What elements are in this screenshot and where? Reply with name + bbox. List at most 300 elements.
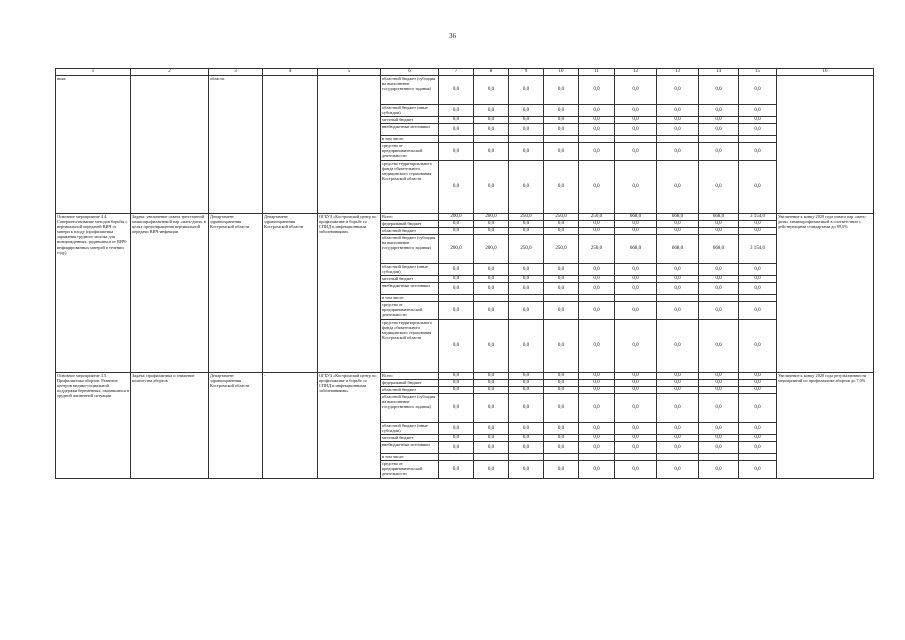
column-header: 2: [131, 69, 209, 76]
value-cell: 0,0: [615, 264, 657, 276]
column-header: 4: [263, 69, 318, 76]
funding-source-cell: местный бюджет: [381, 117, 439, 124]
value-cell: 0,0: [739, 373, 777, 380]
value-cell: 0,0: [615, 283, 657, 295]
funding-source-cell: в том числе:: [381, 295, 439, 302]
block0-result-cell: [777, 76, 874, 214]
value-cell: 0,0: [657, 228, 699, 235]
value-cell: 250,0: [544, 235, 579, 264]
value-cell: 0,0: [474, 276, 509, 283]
value-cell: 0,0: [739, 380, 777, 387]
value-cell: [579, 136, 615, 143]
value-cell: 0,0: [509, 302, 544, 320]
value-cell: 0,0: [615, 394, 657, 423]
value-cell: 3 154,0: [739, 235, 777, 264]
column-header: 16: [777, 69, 874, 76]
value-cell: 0,0: [474, 264, 509, 276]
value-cell: 0,0: [474, 320, 509, 373]
value-cell: 0,0: [439, 124, 474, 136]
value-cell: 0,0: [615, 143, 657, 161]
column-header: 13: [657, 69, 699, 76]
block2-c1-cell: Основное мероприятие 4.5. Профилактика абортов. Развитие центров медико-социальной поддержки беременных, оказавшихся в трудной жизненной ситуации: [56, 373, 131, 479]
value-cell: 0,0: [579, 394, 615, 423]
value-cell: 0,0: [699, 105, 739, 117]
value-cell: 0,0: [474, 423, 509, 435]
value-cell: 0,0: [739, 461, 777, 479]
value-cell: 0,0: [439, 394, 474, 423]
value-cell: 0,0: [439, 380, 474, 387]
value-cell: 0,0: [474, 461, 509, 479]
value-cell: 0,0: [579, 105, 615, 117]
value-cell: 0,0: [509, 76, 544, 105]
table-header: [56, 69, 874, 76]
value-cell: 0,0: [439, 264, 474, 276]
value-cell: 0,0: [544, 320, 579, 373]
value-cell: 0,0: [699, 76, 739, 105]
value-cell: 0,0: [544, 124, 579, 136]
value-cell: 0,0: [657, 442, 699, 454]
value-cell: 0,0: [509, 221, 544, 228]
value-cell: 0,0: [544, 435, 579, 442]
value-cell: 0,0: [544, 105, 579, 117]
value-cell: 668,0: [657, 235, 699, 264]
value-cell: 0,0: [579, 228, 615, 235]
value-cell: [657, 454, 699, 461]
value-cell: 0,0: [474, 373, 509, 380]
value-cell: 0,0: [579, 373, 615, 380]
value-cell: 0,0: [699, 380, 739, 387]
value-cell: 0,0: [509, 461, 544, 479]
funding-source-cell: областной бюджет: [381, 387, 439, 394]
value-cell: 0,0: [509, 161, 544, 214]
value-cell: [657, 136, 699, 143]
value-cell: [509, 295, 544, 302]
value-cell: 0,0: [657, 161, 699, 214]
value-cell: 0,0: [657, 387, 699, 394]
value-cell: 668,0: [699, 214, 739, 221]
value-cell: 200,0: [474, 214, 509, 221]
value-cell: 0,0: [439, 228, 474, 235]
value-cell: [615, 136, 657, 143]
value-cell: 0,0: [509, 394, 544, 423]
block1-c2-cell: Задача: увеличение охвата трехэтапной химиопрофилактикой пар «мать-дитя» в целях предотвращения вертикальной передачи ВИЧ-инфекции: [131, 214, 209, 373]
value-cell: 0,0: [509, 124, 544, 136]
value-cell: 0,0: [615, 76, 657, 105]
value-cell: [509, 136, 544, 143]
value-cell: 668,0: [615, 235, 657, 264]
value-cell: 0,0: [615, 461, 657, 479]
value-cell: 0,0: [657, 320, 699, 373]
value-cell: 0,0: [544, 380, 579, 387]
value-cell: 0,0: [699, 302, 739, 320]
value-cell: [544, 454, 579, 461]
value-cell: [474, 295, 509, 302]
value-cell: 0,0: [509, 143, 544, 161]
block0-c4-cell: [263, 76, 318, 214]
block2-c5-cell: ОГБУЗ «Костромской центр по профилактике и борьбе со СПИД и инфекционными заболеваниями»: [318, 373, 381, 479]
value-cell: 0,0: [657, 283, 699, 295]
block1-c3-cell: Департамент здравоохранения Костромской области: [209, 214, 263, 373]
funding-table: [55, 68, 874, 479]
value-cell: 0,0: [439, 76, 474, 105]
value-cell: 0,0: [579, 276, 615, 283]
value-cell: 0,0: [739, 221, 777, 228]
value-cell: 0,0: [474, 221, 509, 228]
value-cell: 0,0: [699, 143, 739, 161]
value-cell: 0,0: [579, 124, 615, 136]
block0-c3-cell: области: [209, 76, 263, 214]
value-cell: 0,0: [544, 221, 579, 228]
funding-source-cell: местный бюджет: [381, 276, 439, 283]
value-cell: [579, 454, 615, 461]
block1-result-cell: Увеличение к концу 2020 года охвата пар «мать-дитя» химиопрофилактикой в соответствии с действующими стандартами до 99,5%: [777, 214, 874, 373]
value-cell: 0,0: [474, 283, 509, 295]
value-cell: 0,0: [509, 283, 544, 295]
value-cell: 0,0: [439, 435, 474, 442]
value-cell: [657, 295, 699, 302]
value-cell: 668,0: [699, 235, 739, 264]
value-cell: 0,0: [657, 435, 699, 442]
value-cell: 0,0: [579, 221, 615, 228]
value-cell: 0,0: [699, 320, 739, 373]
value-cell: 0,0: [439, 320, 474, 373]
page-number: 36: [449, 32, 456, 40]
funding-source-cell: внебюджетные источники: [381, 124, 439, 136]
value-cell: 0,0: [739, 105, 777, 117]
block2-result-cell: Увеличение к концу 2020 года результативности мероприятий по профилактике абортов до 7,0%: [777, 373, 874, 479]
block1-c5-cell: ОГБУЗ «Костромской центр по профилактике и борьбе со СПИД и инфекционными заболеваниями»: [318, 214, 381, 373]
block1-c1-cell: Основное мероприятие 4.4. Совершенствование методов борьбы с вертикальной передачей ВИЧ от матери к плоду (профилактика заражения грудного молока для новорожденных, родившихся от ВИЧ-инфицированных матерей в течении году): [56, 214, 131, 373]
funding-source-cell: средства территориального фонда обязательного медицинского страхования Костромской области: [381, 161, 439, 214]
value-cell: 0,0: [699, 221, 739, 228]
value-cell: 0,0: [509, 264, 544, 276]
value-cell: 0,0: [657, 105, 699, 117]
funding-source-cell: областной бюджет (иные субсидии): [381, 105, 439, 117]
value-cell: [739, 454, 777, 461]
funding-source-cell: областной бюджет: [381, 228, 439, 235]
value-cell: [474, 136, 509, 143]
value-cell: 0,0: [657, 264, 699, 276]
value-cell: [615, 295, 657, 302]
value-cell: 0,0: [699, 373, 739, 380]
value-cell: 0,0: [739, 435, 777, 442]
value-cell: 0,0: [739, 283, 777, 295]
value-cell: 0,0: [509, 387, 544, 394]
value-cell: 0,0: [439, 373, 474, 380]
block2-c2-cell: Задача: профилактика и снижение количества абортов: [131, 373, 209, 479]
value-cell: 0,0: [439, 143, 474, 161]
value-cell: 0,0: [699, 228, 739, 235]
block1-c4-cell: Департамент здравоохранения Костромской области: [263, 214, 318, 373]
value-cell: 0,0: [615, 276, 657, 283]
value-cell: 0,0: [474, 394, 509, 423]
value-cell: 0,0: [615, 302, 657, 320]
value-cell: 0,0: [544, 283, 579, 295]
table-row: [56, 214, 874, 221]
value-cell: [699, 454, 739, 461]
value-cell: 0,0: [739, 264, 777, 276]
value-cell: 200,0: [474, 235, 509, 264]
value-cell: 0,0: [739, 76, 777, 105]
value-cell: 0,0: [474, 143, 509, 161]
value-cell: 0,0: [657, 373, 699, 380]
value-cell: 0,0: [544, 461, 579, 479]
funding-source-cell: в том числе:: [381, 136, 439, 143]
value-cell: 0,0: [615, 117, 657, 124]
value-cell: [544, 136, 579, 143]
funding-source-cell: средства от предпринимательской деятельности: [381, 143, 439, 161]
value-cell: 0,0: [699, 394, 739, 423]
value-cell: [509, 454, 544, 461]
funding-source-cell: областной бюджет (субсидия на выполнение государственного задания): [381, 235, 439, 264]
column-header: 12: [615, 69, 657, 76]
value-cell: 0,0: [579, 76, 615, 105]
value-cell: 0,0: [699, 442, 739, 454]
value-cell: 0,0: [439, 387, 474, 394]
block2-c3-cell: Департамент здравоохранения Костромской области: [209, 373, 263, 479]
value-cell: [739, 136, 777, 143]
value-cell: 668,0: [615, 214, 657, 221]
value-cell: 0,0: [439, 461, 474, 479]
value-cell: 0,0: [579, 264, 615, 276]
value-cell: 0,0: [439, 302, 474, 320]
funding-source-cell: средства территориального фонда обязательного медицинского страхования Костромской области: [381, 320, 439, 373]
funding-source-cell: внебюджетные источники: [381, 283, 439, 295]
value-cell: 0,0: [657, 394, 699, 423]
value-cell: 0,0: [699, 435, 739, 442]
column-header: 7: [439, 69, 474, 76]
value-cell: [474, 454, 509, 461]
value-cell: 0,0: [615, 228, 657, 235]
value-cell: 0,0: [544, 76, 579, 105]
value-cell: 0,0: [657, 461, 699, 479]
value-cell: 0,0: [509, 442, 544, 454]
value-cell: 0,0: [579, 117, 615, 124]
value-cell: 0,0: [544, 161, 579, 214]
value-cell: 0,0: [657, 423, 699, 435]
table-row: [56, 76, 874, 105]
value-cell: 0,0: [474, 387, 509, 394]
value-cell: 0,0: [699, 283, 739, 295]
value-cell: [615, 454, 657, 461]
value-cell: 0,0: [474, 124, 509, 136]
value-cell: 0,0: [739, 228, 777, 235]
value-cell: 0,0: [579, 302, 615, 320]
value-cell: 0,0: [544, 387, 579, 394]
value-cell: 0,0: [544, 264, 579, 276]
value-cell: 0,0: [474, 380, 509, 387]
table-row: [56, 373, 874, 380]
value-cell: 0,0: [615, 105, 657, 117]
value-cell: 0,0: [439, 221, 474, 228]
value-cell: 0,0: [739, 143, 777, 161]
block0-c2-cell: [131, 76, 209, 214]
value-cell: 0,0: [579, 380, 615, 387]
value-cell: 0,0: [544, 394, 579, 423]
funding-source-cell: Всего: [381, 373, 439, 380]
value-cell: 668,0: [657, 214, 699, 221]
value-cell: 0,0: [615, 373, 657, 380]
value-cell: 0,0: [579, 161, 615, 214]
value-cell: 0,0: [579, 442, 615, 454]
value-cell: 0,0: [615, 124, 657, 136]
value-cell: 0,0: [579, 387, 615, 394]
value-cell: 0,0: [439, 423, 474, 435]
column-header: 14: [699, 69, 739, 76]
value-cell: 0,0: [699, 461, 739, 479]
value-cell: 0,0: [509, 228, 544, 235]
value-cell: 0,0: [439, 283, 474, 295]
value-cell: 0,0: [509, 105, 544, 117]
funding-source-cell: средства от предпринимательской деятельности: [381, 302, 439, 320]
value-cell: 3 154,0: [739, 214, 777, 221]
value-cell: 0,0: [739, 423, 777, 435]
value-cell: 0,0: [509, 117, 544, 124]
value-cell: 0,0: [739, 442, 777, 454]
value-cell: 200,0: [439, 235, 474, 264]
value-cell: 0,0: [699, 387, 739, 394]
value-cell: [439, 136, 474, 143]
value-cell: 250,0: [579, 235, 615, 264]
value-cell: 0,0: [657, 143, 699, 161]
value-cell: 0,0: [439, 161, 474, 214]
block0-c5-cell: [318, 76, 381, 214]
value-cell: 0,0: [699, 161, 739, 214]
value-cell: 0,0: [509, 373, 544, 380]
value-cell: 0,0: [739, 320, 777, 373]
value-cell: 250,0: [509, 214, 544, 221]
value-cell: 0,0: [544, 442, 579, 454]
value-cell: [544, 295, 579, 302]
value-cell: 0,0: [474, 302, 509, 320]
value-cell: 0,0: [544, 423, 579, 435]
value-cell: 0,0: [439, 105, 474, 117]
value-cell: 0,0: [439, 117, 474, 124]
value-cell: 0,0: [579, 461, 615, 479]
value-cell: 0,0: [615, 423, 657, 435]
column-header: 15: [739, 69, 777, 76]
value-cell: 0,0: [439, 442, 474, 454]
column-header: 3: [209, 69, 263, 76]
value-cell: 0,0: [544, 143, 579, 161]
value-cell: 0,0: [474, 228, 509, 235]
value-cell: 0,0: [615, 161, 657, 214]
value-cell: 0,0: [509, 380, 544, 387]
funding-source-cell: в том числе:: [381, 454, 439, 461]
value-cell: 0,0: [615, 320, 657, 373]
value-cell: 0,0: [544, 276, 579, 283]
value-cell: 0,0: [657, 117, 699, 124]
value-cell: [579, 295, 615, 302]
value-cell: 250,0: [544, 214, 579, 221]
value-cell: 0,0: [739, 387, 777, 394]
value-cell: 0,0: [615, 221, 657, 228]
value-cell: 250,0: [509, 235, 544, 264]
value-cell: 0,0: [579, 423, 615, 435]
value-cell: 0,0: [579, 320, 615, 373]
value-cell: 0,0: [474, 105, 509, 117]
value-cell: 0,0: [544, 117, 579, 124]
value-cell: 0,0: [474, 117, 509, 124]
funding-source-cell: федеральный бюджет: [381, 380, 439, 387]
funding-source-cell: местный бюджет: [381, 435, 439, 442]
value-cell: 0,0: [657, 302, 699, 320]
value-cell: [439, 454, 474, 461]
funding-source-cell: средства от предпринимательской деятельности: [381, 461, 439, 479]
value-cell: 0,0: [474, 435, 509, 442]
value-cell: 0,0: [739, 117, 777, 124]
value-cell: 0,0: [544, 302, 579, 320]
value-cell: 0,0: [657, 124, 699, 136]
block2-c4-cell: -: [263, 373, 318, 479]
column-header: 11: [579, 69, 615, 76]
value-cell: 250,0: [579, 214, 615, 221]
value-cell: 0,0: [474, 442, 509, 454]
column-header: 10: [544, 69, 579, 76]
column-header: 1: [56, 69, 131, 76]
value-cell: 0,0: [474, 76, 509, 105]
funding-source-cell: областной бюджет (иные субсидии): [381, 264, 439, 276]
value-cell: 0,0: [579, 435, 615, 442]
funding-source-cell: областной бюджет (субсидия на выполнение государственного задания): [381, 76, 439, 105]
column-header: 6: [381, 69, 439, 76]
column-header: 9: [509, 69, 544, 76]
value-cell: 0,0: [544, 373, 579, 380]
value-cell: [739, 295, 777, 302]
value-cell: 0,0: [739, 161, 777, 214]
value-cell: 0,0: [474, 161, 509, 214]
value-cell: 0,0: [439, 276, 474, 283]
value-cell: 0,0: [699, 264, 739, 276]
value-cell: 0,0: [615, 380, 657, 387]
value-cell: 0,0: [699, 276, 739, 283]
value-cell: 0,0: [739, 394, 777, 423]
column-header: 8: [474, 69, 509, 76]
value-cell: 0,0: [544, 228, 579, 235]
funding-source-cell: федеральный бюджет: [381, 221, 439, 228]
value-cell: 0,0: [509, 423, 544, 435]
value-cell: 0,0: [509, 435, 544, 442]
value-cell: 0,0: [739, 124, 777, 136]
value-cell: 0,0: [615, 387, 657, 394]
value-cell: 200,0: [439, 214, 474, 221]
value-cell: [699, 136, 739, 143]
value-cell: 0,0: [657, 76, 699, 105]
value-cell: 0,0: [699, 124, 739, 136]
value-cell: 0,0: [615, 442, 657, 454]
value-cell: [439, 295, 474, 302]
value-cell: 0,0: [615, 435, 657, 442]
value-cell: [699, 295, 739, 302]
value-cell: 0,0: [739, 302, 777, 320]
funding-source-cell: внебюджетные источники: [381, 442, 439, 454]
value-cell: 0,0: [657, 380, 699, 387]
value-cell: 0,0: [509, 276, 544, 283]
value-cell: 0,0: [657, 221, 699, 228]
value-cell: 0,0: [657, 276, 699, 283]
value-cell: 0,0: [739, 276, 777, 283]
value-cell: 0,0: [699, 117, 739, 124]
value-cell: 0,0: [579, 143, 615, 161]
funding-source-cell: областной бюджет (иные субсидии): [381, 423, 439, 435]
column-header: 5: [318, 69, 381, 76]
value-cell: 0,0: [509, 320, 544, 373]
funding-source-cell: Всего: [381, 214, 439, 221]
value-cell: 0,0: [579, 283, 615, 295]
value-cell: 0,0: [699, 423, 739, 435]
funding-source-cell: областной бюджет (субсидия на выполнение государственного задания): [381, 394, 439, 423]
block0-c1-cell: ниях: [56, 76, 131, 214]
